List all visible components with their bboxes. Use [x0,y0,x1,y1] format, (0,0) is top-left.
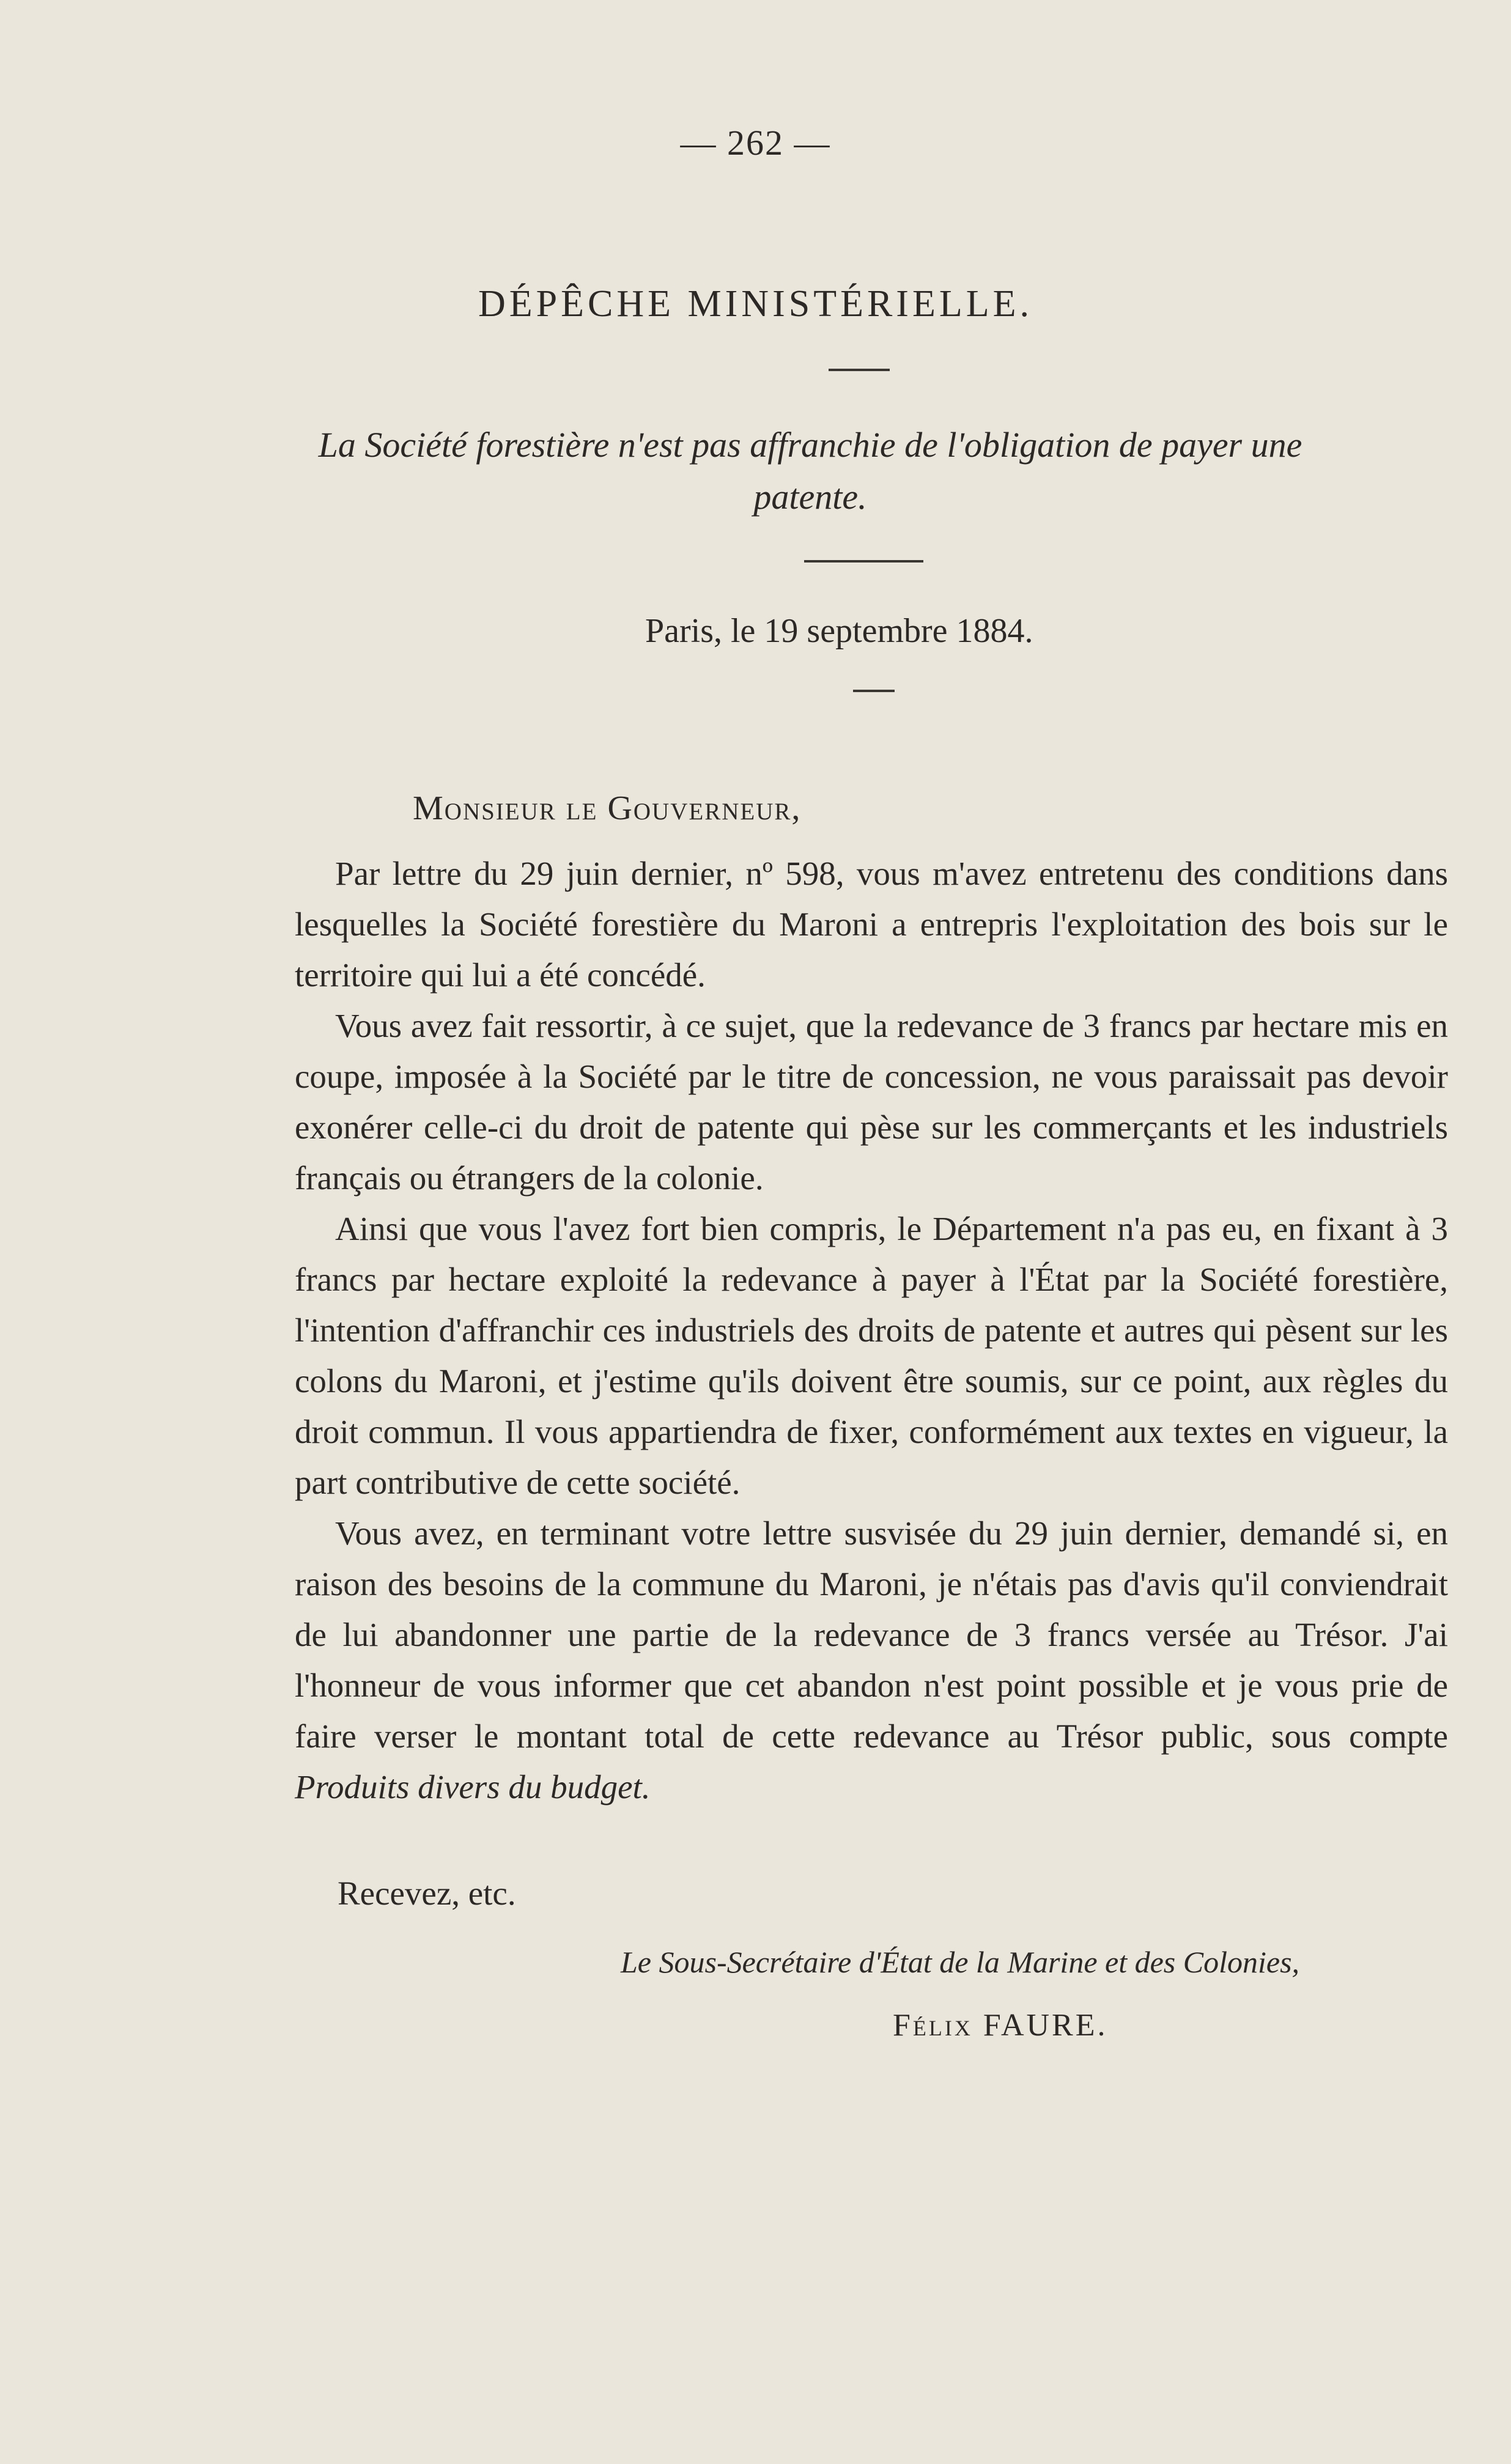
date-divider [853,690,895,692]
signatory-name [893,2007,1108,2043]
paragraph-3 [295,1203,1448,1508]
paragraph-2 [295,1000,1448,1203]
paragraph-4 [295,1508,1448,1812]
signatory-title: Le Sous-Secrétaire d'État de la Marine et des Colonies, [621,1945,1300,1979]
signatory-last-name: FAURE. [983,2008,1108,2043]
salutation: Monsieur le Gouverneur, [413,789,802,827]
document-subtitle: La Société forestière n'est pas affranchie de l'obligation de payer une patente. [318,425,1302,517]
signatory-first-name: Félix [893,2008,973,2043]
paragraph-1 [295,848,1448,1000]
paragraph-4-text: Vous avez, en terminant votre lettre susvisée du 29 juin dernier, demandé si, en raison des besoins de la commune du Maroni, je n'étais pas d'avis qu'il conviendrait de lui abandonner une partie de la redevance de 3 francs versée au Trésor. J'ai l'honneur de vous informer que cet abandon n'est point possible et je vous prie de faire verser le montant total de cette redevance au Trésor public, sous compte [295,1514,1448,1755]
closing-line: Recevez, etc. [338,1875,516,1912]
paragraph-3-text: Ainsi que vous l'avez fort bien compris, le Département n'a pas eu, en fixant à 3 francs par hectare exploité la redevance à payer à l'État par la Société forestière, l'intention d'affranchir ces industriels des droits de patente et autres qui pèsent sur les colons du Maroni, et j'estime qu'ils doivent être soumis, sur ce point, aux règles du droit commun. Il vous appartiendra de fixer, conformément aux textes en vigueur, la part contributive de cette société. [295,1210,1448,1501]
document-title: DÉPÊCHE MINISTÉRIELLE. [478,283,1033,325]
paragraph-4-emphasis: Produits divers du budget. [295,1768,651,1806]
date-line: Paris, le 19 septembre 1884. [645,612,1033,650]
letter-body [295,848,1448,1812]
paragraph-1-text: Par lettre du 29 juin dernier, nº 598, vous m'avez entretenu des conditions dans lesquelles la Société forestière du Maroni a entrepris l'exploitation des bois sur le territoire qui lui a été concédé. [295,855,1448,994]
subtitle-divider [804,560,923,563]
page-number: — 262 — [680,123,831,163]
paragraph-2-text: Vous avez fait ressortir, à ce sujet, que la redevance de 3 francs par hectare mis en coupe, imposée à la Société par le titre de concession, ne vous paraissait pas devoir exonérer celle-ci du droit de patente qui pèse sur les commerçants et les industriels français ou étrangers de la colonie. [295,1007,1448,1197]
title-divider [829,369,890,371]
